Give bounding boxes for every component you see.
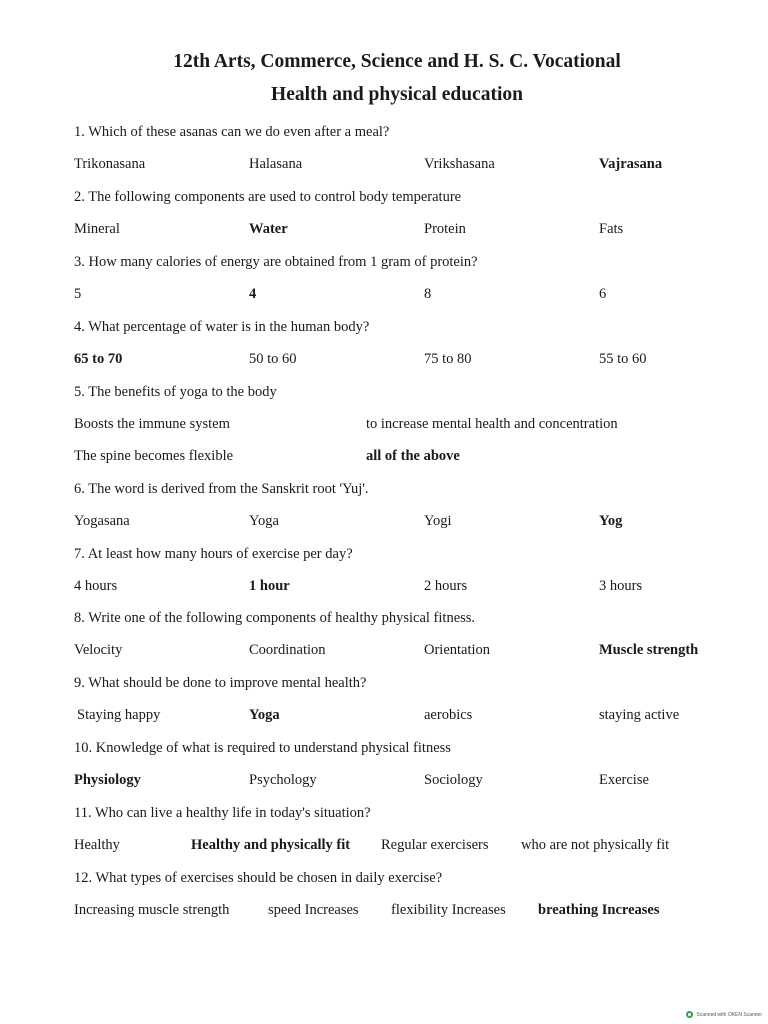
answer-choice: Orientation bbox=[424, 642, 491, 658]
answer-option: all of the above bbox=[366, 448, 460, 464]
answer-choice: Fats bbox=[599, 221, 624, 237]
answer-choice: flexibility Increases bbox=[391, 902, 506, 918]
question-text: 2. The following components are used to control body temperature bbox=[74, 189, 462, 205]
answer-choice: Trikonasana bbox=[74, 156, 146, 172]
answer-choice: Healthy bbox=[74, 837, 120, 853]
scanner-logo-icon bbox=[686, 1011, 693, 1018]
question-text: 6. The word is derived from the Sanskrit root 'Yuj'. bbox=[74, 481, 369, 497]
question-text: 4. What percentage of water is in the human body? bbox=[74, 319, 370, 335]
answer-choice: Exercise bbox=[599, 772, 649, 788]
answer-choice: who are not physically fit bbox=[521, 837, 670, 853]
answer-choice: Regular exercisers bbox=[381, 837, 489, 853]
answer-choice: 3 hours bbox=[599, 578, 643, 594]
answer-option: Muscle strength bbox=[599, 642, 699, 658]
question-text: 10. Knowledge of what is required to understand physical fitness bbox=[74, 740, 451, 756]
answer-choice: 5 bbox=[74, 286, 82, 302]
question-text: 8. Write one of the following components of healthy physical fitness. bbox=[74, 610, 476, 626]
answer-choice: 55 to 60 bbox=[599, 351, 647, 367]
answer-choice: 4 hours bbox=[74, 578, 118, 594]
answer-choice: Mineral bbox=[74, 221, 120, 237]
answer-option: breathing Increases bbox=[538, 902, 660, 918]
answer-choice: 8 bbox=[424, 286, 432, 302]
answer-choice: 6 bbox=[599, 286, 607, 302]
answer-choice: Velocity bbox=[74, 642, 123, 658]
answer-option: Water bbox=[249, 221, 288, 237]
question-text: 11. Who can live a healthy life in today's situation? bbox=[74, 805, 371, 821]
answer-choice: 2 hours bbox=[424, 578, 468, 594]
answer-choice: Increasing muscle strength bbox=[74, 902, 230, 918]
question-text: 1. Which of these asanas can we do even after a meal? bbox=[74, 124, 390, 140]
answer-choice: Halasana bbox=[249, 156, 303, 172]
answer-option: Yoga bbox=[249, 707, 280, 723]
answer-option: 1 hour bbox=[249, 578, 290, 594]
scanner-text: Scanned with OKEN Scanner bbox=[696, 1011, 762, 1018]
answer-choice: speed Increases bbox=[268, 902, 359, 918]
answer-choice: Sociology bbox=[424, 772, 483, 788]
answer-choice: Protein bbox=[424, 221, 466, 237]
answer-choice: Vrikshasana bbox=[424, 156, 495, 172]
answer-choice: 50 to 60 bbox=[249, 351, 297, 367]
answer-option: 65 to 70 bbox=[74, 351, 123, 367]
question-text: 7. At least how many hours of exercise per day? bbox=[74, 546, 353, 562]
answer-choice: Boosts the immune system bbox=[74, 416, 230, 432]
answer-option: Vajrasana bbox=[599, 156, 663, 172]
answer-choice: staying active bbox=[599, 707, 680, 723]
question-text: 12. What types of exercises should be chosen in daily exercise? bbox=[74, 870, 443, 886]
answer-option: Healthy and physically fit bbox=[191, 837, 351, 853]
answer-choice: 75 to 80 bbox=[424, 351, 472, 367]
answer-choice: Psychology bbox=[249, 772, 317, 788]
answer-choice: Yogi bbox=[424, 513, 452, 529]
answer-choice: Yogasana bbox=[74, 513, 130, 529]
answer-choice: Coordination bbox=[249, 642, 326, 658]
answer-option: Yog bbox=[599, 513, 623, 529]
question-text: 3. How many calories of energy are obtained from 1 gram of protein? bbox=[74, 254, 478, 270]
answer-option: Physiology bbox=[74, 772, 141, 788]
question-text: 9. What should be done to improve mental health? bbox=[74, 675, 367, 691]
document-subtitle: Health and physical education bbox=[271, 84, 523, 105]
answer-choice: to increase mental health and concentration bbox=[366, 416, 618, 432]
document-title: 12th Arts, Commerce, Science and H. S. C. Vocational bbox=[173, 51, 621, 72]
answer-option: 4 bbox=[249, 286, 257, 302]
answer-choice: Yoga bbox=[249, 513, 279, 529]
answer-choice: Staying happy bbox=[77, 707, 161, 723]
question-text: 5. The benefits of yoga to the body bbox=[74, 384, 277, 400]
answer-choice: aerobics bbox=[424, 707, 473, 723]
scanner-watermark bbox=[686, 1011, 762, 1018]
answer-choice: The spine becomes flexible bbox=[74, 448, 234, 464]
